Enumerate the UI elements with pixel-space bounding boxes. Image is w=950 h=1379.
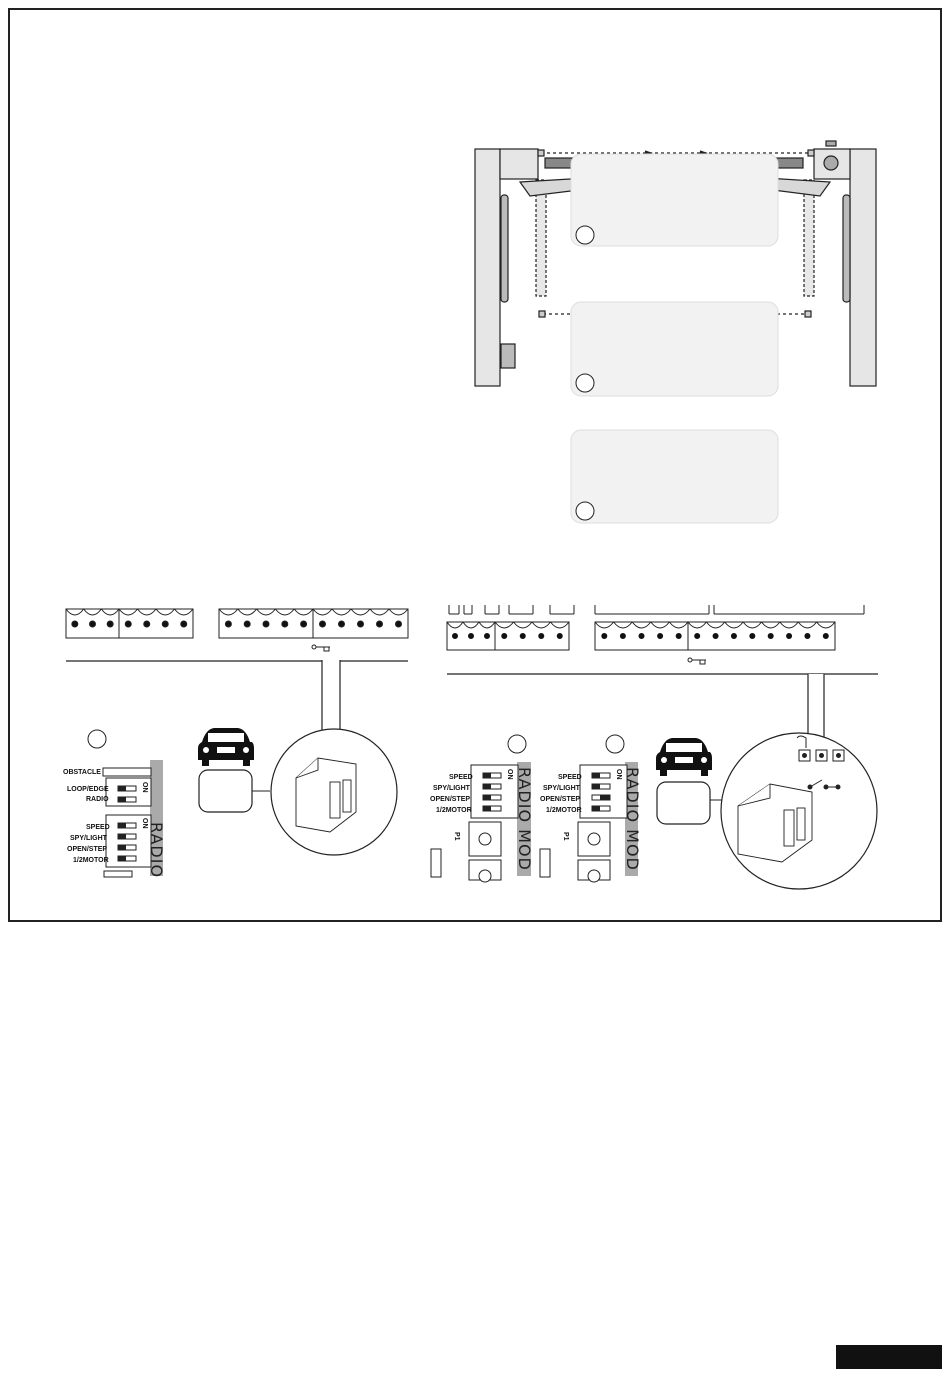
button-label: P1	[453, 832, 460, 841]
terminal-screw	[804, 633, 810, 639]
left-pillar	[475, 149, 500, 386]
terminal-label-bracket	[595, 605, 709, 614]
button-label: P1	[562, 832, 569, 841]
dip-label: OPEN/STEP	[67, 846, 108, 853]
car-icon	[198, 728, 254, 766]
side-label: RADIO	[147, 822, 166, 879]
dip-label: OPEN/STEP	[430, 796, 471, 803]
terminal-screw	[749, 633, 755, 639]
on-label: ON	[506, 769, 513, 780]
terminal-screw	[452, 633, 458, 639]
flashing-light-icon	[824, 156, 838, 170]
terminal-screw	[786, 633, 792, 639]
terminal-screw	[244, 621, 250, 627]
dip-label: OBSTACLE	[63, 769, 101, 776]
legend-panel-3	[571, 430, 778, 523]
terminal-screw	[396, 621, 402, 627]
page-number-tab	[836, 1345, 942, 1369]
terminal-screw	[320, 621, 326, 627]
terminal-screw	[657, 633, 663, 639]
terminal-screw	[339, 621, 345, 627]
dip-label: SPEED	[86, 824, 110, 831]
terminal-strip-right	[447, 605, 864, 650]
dip-label: SPY/LIGHT	[433, 785, 470, 792]
on-label: ON	[141, 782, 148, 793]
terminal-screw	[90, 621, 96, 627]
legend-panel-2	[571, 302, 778, 396]
dip-label: RADIO	[86, 796, 109, 803]
side-label: RADIO MOD	[515, 767, 534, 871]
terminal-screw	[520, 633, 526, 639]
terminal-label-bracket	[509, 605, 533, 614]
step-circle-a	[88, 730, 106, 748]
terminal-screw	[639, 633, 645, 639]
key-switch-icon	[688, 658, 706, 664]
terminal-screw	[823, 633, 829, 639]
dip-label: SPY/LIGHT	[543, 785, 580, 792]
terminal-screw	[601, 633, 607, 639]
on-label: ON	[141, 818, 148, 829]
terminal-screw	[484, 633, 490, 639]
terminal-screw	[620, 633, 626, 639]
terminal-screw	[72, 621, 78, 627]
dip-panel-c	[540, 762, 642, 882]
dip-panel-a	[63, 760, 166, 878]
terminal-screw	[225, 621, 231, 627]
terminal-screw	[676, 633, 682, 639]
loop-box-b	[657, 782, 710, 824]
dip-label: OPEN/STEP	[540, 796, 581, 803]
dip-label: 1/2MOTOR	[436, 807, 472, 814]
terminal-screw	[181, 621, 187, 627]
terminal-screw	[501, 633, 507, 639]
terminal-screw	[125, 621, 131, 627]
terminal-label-bracket	[714, 605, 864, 614]
loop-box-a	[199, 770, 252, 812]
terminal-screw	[731, 633, 737, 639]
dip-label: LOOP/EDGE	[67, 786, 109, 793]
terminal-screw	[768, 633, 774, 639]
terminal-label-bracket	[550, 605, 574, 614]
terminal-screw	[468, 633, 474, 639]
side-label: RADIO MOD	[623, 767, 642, 871]
dip-label: SPEED	[558, 774, 582, 781]
photocell-icon	[538, 150, 544, 156]
terminal-label-bracket	[485, 605, 499, 614]
terminal-screw	[377, 621, 383, 627]
terminal-label-bracket	[464, 605, 472, 614]
step-circle-b	[508, 735, 526, 753]
dip-label: SPY/LIGHT	[70, 835, 107, 842]
right-pillar	[850, 149, 876, 386]
dip-label: 1/2MOTOR	[546, 807, 582, 814]
dip-panel-b	[430, 762, 534, 882]
key-switch-icon	[312, 645, 330, 651]
terminal-label-bracket	[449, 605, 459, 614]
on-label: ON	[615, 769, 622, 780]
terminal-screw	[263, 621, 269, 627]
terminal-screw	[557, 633, 563, 639]
terminal-screw	[162, 621, 168, 627]
terminal-screw	[144, 621, 150, 627]
terminal-screw	[713, 633, 719, 639]
terminal-strip-left	[66, 609, 408, 638]
terminal-screw	[282, 621, 288, 627]
dip-label: 1/2MOTOR	[73, 857, 109, 864]
car-icon	[656, 738, 712, 776]
step-circle-c	[606, 735, 624, 753]
terminal-screw	[358, 621, 364, 627]
terminal-screw	[107, 621, 113, 627]
legend-panel-1	[571, 154, 778, 246]
terminal-screw	[694, 633, 700, 639]
terminal-screw	[301, 621, 307, 627]
dip-label: SPEED	[449, 774, 473, 781]
terminal-screw	[538, 633, 544, 639]
